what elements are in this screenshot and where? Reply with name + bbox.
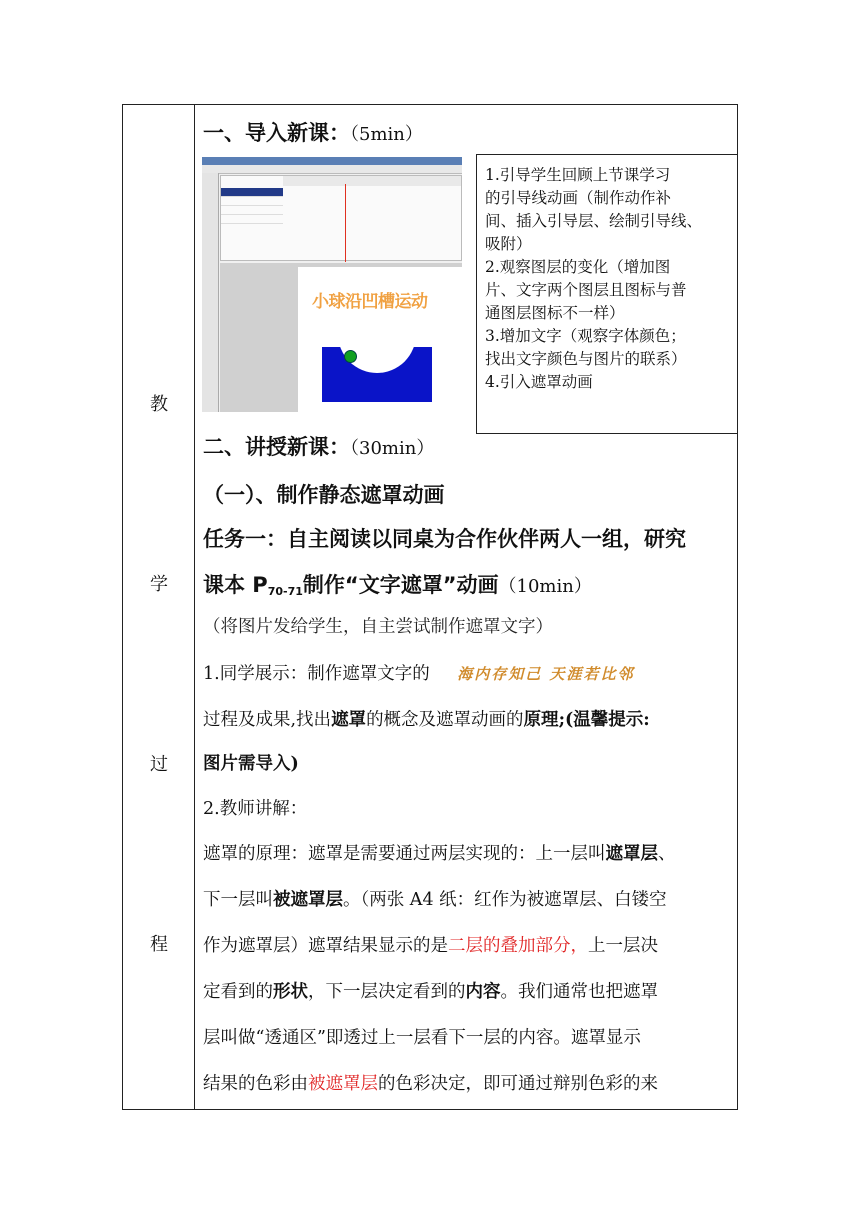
- section1-heading: [203, 117, 423, 147]
- app-menubar: [202, 165, 462, 174]
- para-l2b: 被遮罩层: [273, 890, 343, 910]
- para-l4b: 形状: [273, 982, 308, 1002]
- step1-line3: 图片需导入): [203, 754, 299, 774]
- flash-screenshot-image: [202, 157, 462, 412]
- layer-row: [221, 206, 283, 215]
- section2-title: 二、讲授新课：: [203, 435, 350, 459]
- step1-tip: ;(温馨提示:: [558, 710, 650, 730]
- timeline-panel: [220, 175, 462, 261]
- para-l1b: 遮罩层: [605, 844, 658, 864]
- note-line: 间、插入引导层、绘制引导线、: [485, 212, 703, 230]
- para-line3: [203, 932, 658, 957]
- layer-row: [221, 188, 283, 197]
- task1-page-sub: 70-71: [267, 585, 303, 598]
- annotation-box: [476, 154, 738, 434]
- row-label-char: 教: [150, 394, 168, 415]
- row-label-char: 过: [150, 754, 168, 775]
- para-line4: [203, 978, 658, 1003]
- para-line6: [203, 1070, 658, 1095]
- para-l4a: 定看到的: [203, 982, 273, 1002]
- para-l4c: ，下一层决定看到的: [308, 982, 466, 1002]
- step1-text: 1.同学展示：制作遮罩文字的: [203, 664, 430, 684]
- para-l3a: 作为遮罩层）遮罩结果显示的是: [203, 936, 448, 956]
- step1-bold-mask: 遮罩: [331, 710, 367, 730]
- step1-bold-principle: 原理: [523, 710, 559, 730]
- hint-text: （将图片发给学生，自主尝试制作遮罩文字）: [203, 617, 553, 637]
- step1-line2: [203, 706, 650, 731]
- row-label-char: 程: [150, 934, 168, 955]
- step2-text: 2.教师讲解：: [203, 799, 308, 819]
- para-line5: 层叫做“透通区”即透过上一层看下一层的内容。遮罩显示: [203, 1028, 641, 1048]
- task1-line2: [203, 569, 592, 599]
- groove-shape: [322, 347, 432, 402]
- para-line1: [203, 840, 676, 865]
- para-l2c: 。（两张 A4 纸：红作为被遮罩层、白镂空: [343, 890, 667, 910]
- row-label-column: [123, 105, 195, 1109]
- row-label-char: 学: [150, 574, 168, 595]
- para-l6c: 的色彩决定，即可通过辩别色彩的来: [378, 1074, 658, 1094]
- subsection1-heading: （一）、制作静态遮罩动画: [203, 483, 445, 507]
- app-titlebar: [202, 157, 462, 165]
- note-line: 2.观察图层的变化（增加图: [485, 258, 671, 276]
- note-line: 吸附）: [485, 235, 532, 253]
- note-line: 片、文字两个图层且图标与普: [485, 281, 687, 299]
- section1-title: 一、导入新课：: [203, 121, 350, 145]
- calligraphy-image-text: 海内存知己 天涯若比邻: [457, 665, 635, 683]
- layer-row: [221, 215, 283, 224]
- task1-time: （10min）: [498, 576, 592, 597]
- task1-line1: 任务一：自主阅读以同桌为合作伙伴两人一组，研究: [203, 527, 686, 551]
- step1-b2: 的概念及遮罩动画的: [366, 710, 524, 730]
- stage-title-text: 小球沿凹槽运动: [312, 292, 428, 312]
- ball-shape: [344, 350, 357, 363]
- para-l3c: 上一层决: [588, 936, 658, 956]
- para-l2a: 下一层叫: [203, 890, 273, 910]
- para-l6a: 结果的色彩由: [203, 1074, 308, 1094]
- task1-line2-b: 制作“文字遮罩”动画: [302, 573, 499, 597]
- para-l4d: 内容: [465, 982, 501, 1002]
- para-l1a: 遮罩的原理：遮罩是需要通过两层实现的：上一层叫: [203, 844, 606, 864]
- para-l6b: 被遮罩层: [308, 1074, 378, 1094]
- note-line: 1.引导学生回顾上节课学习: [485, 166, 671, 184]
- playhead: [345, 184, 346, 262]
- step1-b1: 过程及成果,找出: [203, 710, 332, 730]
- para-l3b: 二层的叠加部分，: [448, 936, 588, 956]
- section2-time: （30min）: [350, 438, 435, 459]
- toolbox-panel: [202, 173, 219, 412]
- para-l1c: 、: [658, 844, 676, 864]
- note-line: 找出文字颜色与图片的联系）: [485, 350, 687, 368]
- note-line: 的引导线动画（制作动作补: [485, 189, 672, 207]
- section2-heading: [203, 431, 434, 461]
- note-line: 3.增加文字（观察字体颜色；: [485, 327, 686, 345]
- para-l4e: 。我们通常也把遮罩: [500, 982, 658, 1002]
- note-line: 通图层图标不一样）: [485, 304, 625, 322]
- note-line: 4.引入遮罩动画: [485, 373, 593, 391]
- section1-time: （5min）: [350, 124, 423, 145]
- step1-line1: [203, 660, 635, 685]
- task1-line2-a: 课本 P: [203, 573, 268, 597]
- para-line2: [203, 886, 667, 911]
- layer-row: [221, 197, 283, 206]
